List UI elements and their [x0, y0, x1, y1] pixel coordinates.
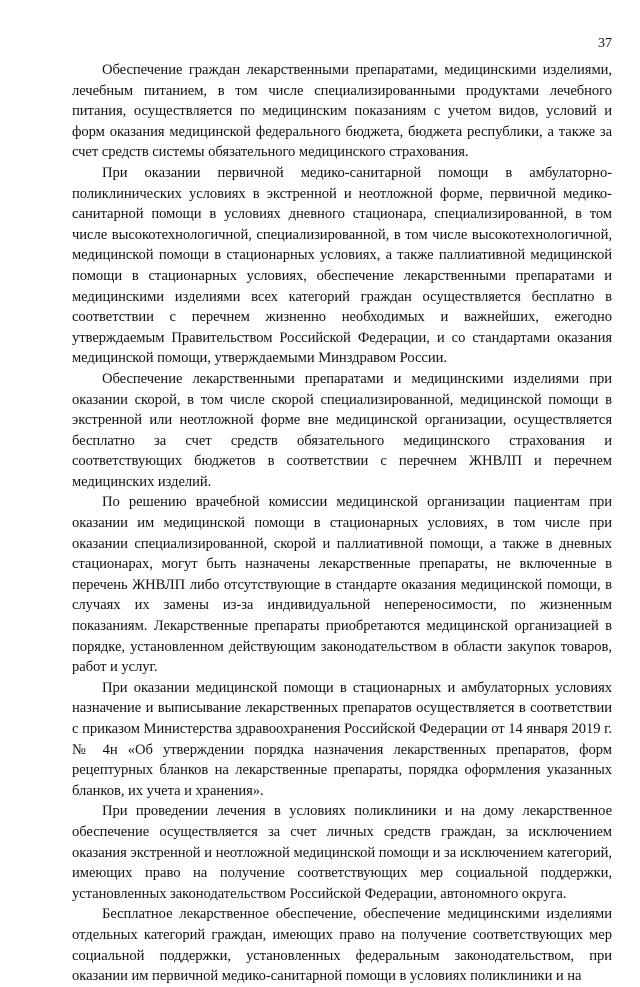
document-body — [72, 60, 612, 987]
paragraph: Бесплатное лекарственное обеспечение, обеспечение медицинскими изделиями отдельных категорий граждан, имеющих право на получение соответствующих мер социальной поддержки, установленных федеральным законодательством, при оказании им первичной медико-санитарной помощи в условиях поликлиники и на — [72, 906, 612, 985]
paragraph: При проведении лечения в условиях поликлиники и на дому лекарственное обеспечение осуществляется за счет личных средств граждан, за исключением оказания экстренной и неотложной медицинской помощи и за исключением категорий, имеющих право на получение соответствующих мер социальной поддержки, установленных законодательством Российской Федерации, автономного округа. — [72, 803, 612, 902]
page-number: 37 — [598, 36, 612, 51]
paragraph: При оказании медицинской помощи в стационарных и амбулаторных условиях назначение и выписывание лекарственных препаратов осуществляется в соответствии с приказом Министерства здравоохранения Российской Федерации от 14 января 2019 г. № 4н «Об утверждении порядка назначения лекарственных препаратов, форм рецептурных бланков на лекарственные препараты, порядка оформления указанных бланков, их учета и хранения». — [72, 679, 612, 799]
paragraph: При оказании первичной медико-санитарной помощи в амбулаторно-поликлинических условиях в экстренной и неотложной форме, первичной медико-санитарной помощи в условиях дневного стационара, специализированной, в том числе высокотехнологичной, специализированной, в том числе высокотехнологичной, медицинской помощи в стационарных условиях, а также паллиативной медицинской помощи в стационарных условиях, обеспечение лекарственными препаратами и медицинскими изделиями всех категорий граждан осуществляется бесплатно в соответствии с перечнем жизненно необходимых и важнейших, ежегодно утверждаемым Правительством Российской Федерации, и со стандартами оказания медицинской помощи, утверждаемыми Минздравом России. — [72, 164, 612, 367]
paragraph: Обеспечение граждан лекарственными препаратами, медицинскими изделиями, лечебным питанием, в том числе специализированными продуктами лечебного питания, осуществляется по медицинским показаниям с учетом видов, условий и форм оказания медицинской федерального бюджета, бюджета республики, а также за счет средств системы обязательного медицинского страхования. — [72, 62, 612, 161]
paragraph: По решению врачебной комиссии медицинской организации пациентам при оказании им медицинской помощи в стационарных условиях, в том числе при оказании специализированной, скорой и паллиативной помощи, а также в дневных стационарах, могут быть назначены лекарственные препараты, не включенные в перечень ЖНВЛП либо отсутствующие в стандарте оказания медицинской помощи, в случаях их замены из-за индивидуальной непереносимости, по жизненным показаниям. Лекарственные препараты приобретаются медицинской организацией в порядке, установленном действующим законодательством в области закупок товаров, работ и услуг. — [72, 494, 612, 676]
paragraph: Обеспечение лекарственными препаратами и медицинскими изделиями при оказании скорой, в том числе скорой специализированной, медицинской помощи в экстренной или неотложной форме вне медицинской организации, осуществляется бесплатно за счет средств обязательного медицинского страхования и соответствующих бюджетов в соответствии с перечнем ЖНВЛП и перечнем медицинских изделий. — [72, 370, 612, 490]
